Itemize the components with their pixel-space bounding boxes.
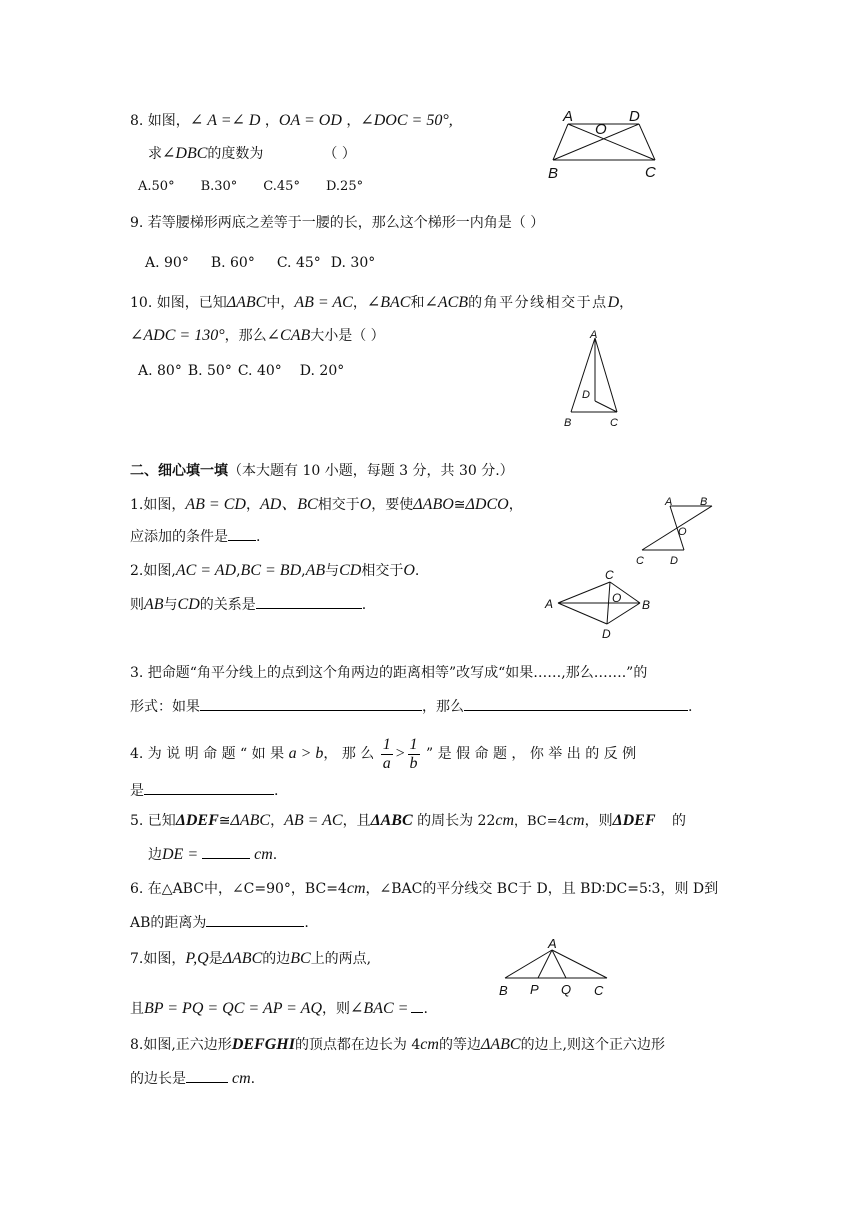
q8-cond2: OA = OD: [278, 112, 342, 129]
f7-m1: 是: [208, 951, 223, 967]
q10-figure: [558, 328, 628, 433]
f6-l1b: ，∠BAC的平分线交 BC于 D，且 BD∶DC=5∶3，则 D到: [365, 881, 719, 897]
f5-m5: ，BC=4: [514, 814, 566, 829]
f1-m1: ，: [245, 497, 260, 513]
section2-heading: [130, 460, 514, 482]
f3-then-blank[interactable]: [464, 696, 688, 711]
q10-t2: AB = AC: [294, 294, 353, 311]
f5-t1: ΔDEF: [175, 812, 219, 829]
f4-gt: >: [394, 745, 406, 762]
f4-cond: a > b: [288, 745, 324, 762]
f5-m4: 的周长为 22: [412, 813, 496, 829]
f4-mid: ， 那 么: [323, 746, 375, 762]
f1-t1: AB = CD: [185, 496, 246, 513]
q10-line2: [130, 325, 385, 347]
q9-option-a: A. 90°: [145, 255, 189, 271]
f2-l2b: AB: [144, 596, 164, 613]
q8-cond3: ∠DOC = 50°,: [360, 112, 453, 129]
q8-label-a: A: [563, 108, 574, 125]
q8-figure: [545, 108, 665, 183]
f2-t4: CD: [339, 562, 362, 579]
f1-t5: ΔDCO: [465, 496, 509, 513]
f1-t4: ΔABO: [413, 496, 454, 513]
f2-label-c: C: [605, 568, 614, 582]
f4-frac-1: [381, 736, 393, 773]
f1-label-d: D: [670, 555, 678, 567]
q10-m2: ，: [352, 295, 367, 311]
f7-lead: 7.如图，: [130, 951, 186, 967]
f5-t5: ΔDEF: [612, 812, 656, 829]
f7-l2b: BP = PQ = QC = AP = AQ: [144, 1000, 323, 1017]
f7-label-a: A: [548, 936, 557, 951]
f4-tail: ” 是 假 命 题 ， 你 举 出 的 反 例: [425, 746, 637, 762]
f1-label-c: C: [636, 555, 644, 567]
f1-line2-end: .: [256, 529, 261, 545]
q10-t3: ∠BAC: [366, 294, 411, 311]
f8-line1: [130, 1034, 665, 1056]
f2-t5: O: [403, 562, 415, 579]
f4-line2: [130, 780, 278, 802]
q10-l2d: 大小是（ ）: [310, 328, 385, 344]
q8-label-c: C: [645, 164, 656, 181]
f7-l2d: ∠BAC =: [350, 1000, 409, 1017]
f7-t2: ΔABC: [222, 950, 263, 967]
q9-options: [145, 252, 375, 274]
q10-t4: ∠ACB: [424, 294, 469, 311]
q8-option-d: D.25°: [325, 179, 364, 194]
f6-l1a: 6. 在△ABC中，∠C=90°，BC=4: [130, 881, 347, 897]
q8-ask-tail: 的度数为: [207, 146, 264, 162]
f8-m2: 的等边: [438, 1037, 481, 1053]
q10-option-c: C. 40°: [237, 363, 282, 379]
q10-label-a: A: [590, 329, 598, 341]
q8-lead: 8. 如图，: [130, 113, 190, 129]
f5-line1: [130, 810, 686, 833]
q8-option-c: C.45°: [263, 179, 300, 194]
f7-line1: [130, 948, 371, 970]
f1-label-o: O: [678, 526, 687, 538]
f2-answer-blank[interactable]: [256, 594, 362, 609]
f7-t1: P,Q: [185, 950, 209, 967]
f7-t3: BC: [290, 950, 311, 967]
q10-option-d: D. 20°: [299, 363, 345, 379]
q8-angle: ∠DBC: [162, 145, 208, 162]
f1-label-a: A: [665, 496, 673, 508]
f1-figure: [630, 494, 720, 566]
f5-m7: 的: [667, 813, 686, 829]
f5-l2a: 边: [148, 847, 162, 863]
q10-lead: 10. 如图，已知: [130, 295, 227, 311]
f3-if-blank[interactable]: [200, 696, 422, 711]
f5-u1: cm: [495, 812, 515, 829]
f2-figure: [540, 568, 660, 643]
q10-label-d: D: [582, 389, 590, 401]
f8-l2: 的边长是: [130, 1071, 186, 1087]
f4-frac-2: [408, 736, 420, 773]
q9-option-d: D. 30°: [330, 255, 376, 271]
f2-l2a: 则: [130, 597, 144, 613]
f5-line2: [148, 844, 277, 866]
f7-label-b: B: [499, 983, 508, 998]
f1-lead: 1.如图，: [130, 497, 186, 513]
f5-m1: ≅: [218, 813, 231, 829]
f3-line1: 3. 把命题“角平分线上的点到这个角两边的距离相等”改写成“如果……,那么…….”的: [130, 665, 648, 681]
f3-l2a: 形式：如果: [130, 699, 200, 715]
f7-line2-end: .: [423, 1001, 428, 1017]
f5-answer-blank[interactable]: [202, 844, 250, 859]
f4-num2: 1: [409, 735, 418, 753]
f1-line2-text: 应添加的条件是: [130, 529, 228, 545]
f2-line1: [130, 560, 419, 582]
f8-m1: 的顶点都在边长为 4: [294, 1037, 421, 1053]
f7-l2c: ，则: [322, 1001, 351, 1017]
f3-l2b: ，那么: [422, 699, 464, 715]
f5-l2b: DE =: [162, 846, 199, 863]
q10-label-c: C: [610, 417, 618, 429]
f2-t2: BC = BD: [240, 562, 302, 579]
f2-t1: AC = AD: [175, 562, 237, 579]
f2-line2-end: .: [361, 597, 367, 613]
f7-label-c: C: [594, 983, 604, 998]
f7-m2: 的边: [262, 951, 291, 967]
f7-label-p: P: [530, 982, 539, 997]
f8-unit2: cm: [232, 1070, 251, 1087]
q10-m1: 中，: [266, 295, 295, 311]
f8-line2: [130, 1068, 255, 1090]
f3-line2-end: .: [688, 699, 693, 715]
q10-t1: ΔABC: [226, 294, 267, 311]
f4-den2: b: [409, 754, 418, 772]
f2-l2d: CD: [177, 596, 200, 613]
f7-answer-blank[interactable]: [411, 998, 423, 1013]
f8-lead: 8.如图,正六边形: [130, 1037, 232, 1053]
f7-line2: [130, 998, 428, 1020]
f2-label-d: D: [602, 627, 611, 641]
f5-m2: ，: [270, 813, 285, 829]
q8-line2: [148, 143, 356, 165]
f4-den1: a: [382, 754, 391, 772]
f8-answer-blank[interactable]: [186, 1068, 228, 1083]
section2-note: （本大题有 10 小题，每题 3 分，共 30 分.）: [228, 463, 514, 479]
f4-answer-blank[interactable]: [144, 780, 274, 795]
f1-label-b: B: [700, 496, 708, 508]
q8-option-a: A.50°: [138, 179, 175, 194]
q10-m3: 和: [410, 295, 425, 311]
q10-m5: ，: [619, 295, 634, 311]
q8-option-b: B.30°: [200, 179, 238, 194]
f1-line2: [130, 526, 260, 548]
f7-label-q: Q: [561, 982, 572, 997]
f4-line1: [130, 734, 636, 774]
f2-m5: .: [414, 563, 420, 579]
f1-m2: 相交于: [317, 497, 360, 513]
q10-line1: [130, 292, 633, 314]
f6-answer-blank[interactable]: [206, 912, 304, 927]
q8-label-o: O: [595, 121, 607, 138]
q8-label-b: B: [548, 165, 559, 182]
f5-m3: ，且: [342, 813, 371, 829]
f2-m3: 与: [325, 563, 340, 579]
f2-label-a: A: [545, 597, 554, 611]
q8-cond1: ∠ A =∠ D: [189, 112, 261, 129]
f2-l2c: 与: [163, 597, 178, 613]
f1-m5: ，: [508, 497, 523, 513]
f4-l2: 是: [130, 783, 144, 799]
f4-num1: 1: [382, 735, 391, 753]
q9-option-c: C. 45°: [276, 255, 321, 271]
f4-lead: 4. 为 说 明 命 题 “ 如 果: [130, 746, 285, 762]
section2-title: 二、细心填一填: [130, 463, 228, 479]
f2-line2: [130, 594, 366, 616]
f2-m2: ,: [301, 563, 306, 579]
q10-t5: D: [607, 294, 620, 311]
f2-l2e: 的关系是: [199, 597, 256, 613]
f5-u2: cm: [565, 812, 585, 829]
f2-m1: ,: [236, 563, 241, 579]
f6-line2: [130, 912, 309, 934]
f6-line2-end: .: [304, 915, 309, 931]
f5-line2-end: .: [272, 847, 278, 863]
f7-figure: [495, 934, 620, 999]
q10-l2a: ∠ADC = 130°: [130, 327, 225, 344]
f8-t1: DEFGHI: [231, 1036, 295, 1053]
q10-l2b: ，那么: [224, 328, 267, 344]
q8-sep1: ，: [260, 113, 279, 129]
f7-m3: 上的两点,: [310, 951, 372, 967]
q10-label-b: B: [564, 417, 572, 429]
f4-line2-end: .: [274, 783, 279, 799]
f8-m3: 的边上,则这个正六边形: [520, 1037, 666, 1053]
q10-m4: 的角平分线相交于点: [468, 295, 608, 311]
f1-answer-blank[interactable]: [228, 526, 256, 541]
q8-answer-paren: （ ）: [323, 146, 356, 162]
f6-l2: AB的距离为: [130, 915, 207, 931]
q9-line: 9. 若等腰梯形两底之差等于一腰的长，那么这个梯形一内角是（ ）: [130, 215, 545, 231]
q10-options: [138, 360, 344, 382]
q10-option-a: A. 80°: [138, 363, 182, 379]
f7-l2a: 且: [130, 1001, 144, 1017]
q9-option-b: B. 60°: [210, 255, 255, 271]
q8-ask: 求: [148, 146, 162, 162]
f2-t3: AB: [305, 562, 326, 579]
f8-t2: ΔABC: [480, 1036, 521, 1053]
f1-t3: O: [359, 496, 372, 513]
f5-t2: ΔABC: [230, 812, 271, 829]
f2-m4: 相交于: [361, 563, 404, 579]
q8-sep2: ，: [341, 113, 361, 129]
f1-t2: AD、BC: [259, 496, 318, 513]
f1-line1: [130, 494, 523, 516]
q10-option-b: B. 50°: [187, 363, 232, 379]
f5-m6: ，则: [584, 813, 613, 829]
f3-line2: [130, 696, 692, 718]
f5-unit: cm: [254, 846, 273, 863]
q8-line1: [130, 110, 453, 132]
f2-lead: 2.如图,: [130, 563, 176, 579]
f6-line1: [130, 878, 718, 900]
f5-t4: ΔABC: [370, 812, 413, 829]
f2-label-o: O: [612, 591, 622, 605]
f8-unit1: cm: [420, 1036, 439, 1053]
q8-options: [138, 176, 373, 198]
f1-m4: ≅: [453, 497, 466, 513]
f8-line2-end: .: [250, 1071, 256, 1087]
f6-unit: cm: [346, 880, 366, 897]
f2-label-b: B: [642, 598, 651, 612]
f5-t3: AB = AC: [284, 812, 343, 829]
q8-label-d: D: [629, 108, 640, 125]
q10-l2c: ∠CAB: [266, 327, 311, 344]
f1-m3: ，要使: [371, 497, 414, 513]
f5-lead: 5. 已知: [130, 813, 176, 829]
